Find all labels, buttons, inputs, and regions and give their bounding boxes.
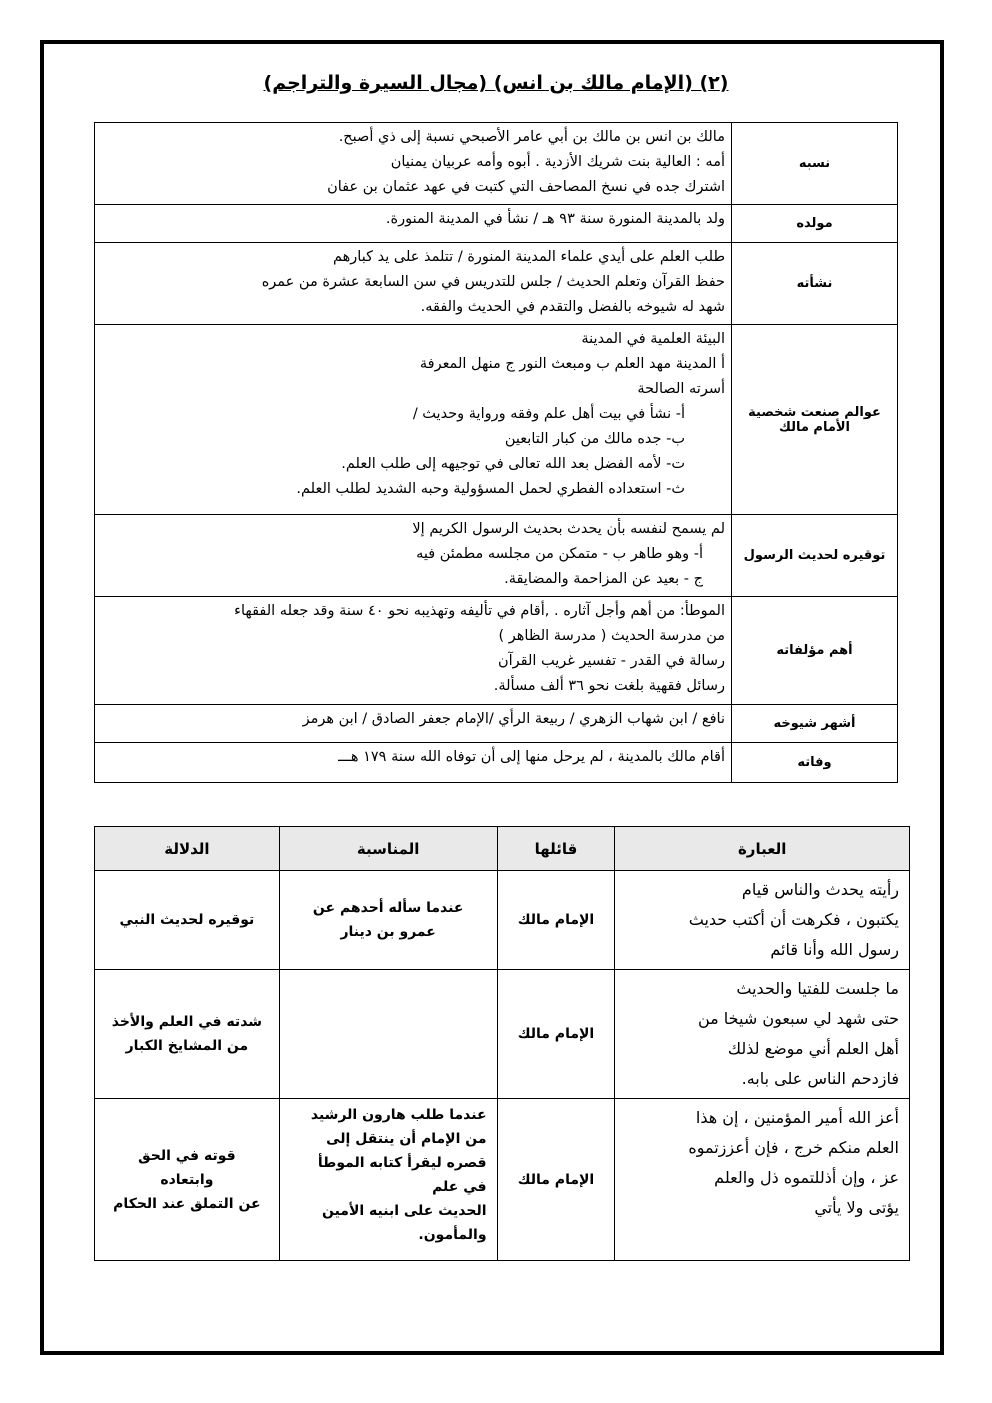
bio-label: أهم مؤلفاته [732, 597, 898, 705]
bio-content [95, 597, 732, 705]
bio-line: من مدرسة الحديث ( مدرسة الظاهر ) [498, 628, 725, 644]
bio-line: الموطأ: من أهم وأجل آثاره . ,أقام في تأليفه وتهذيبه نحو ٤٠ سنة وقد جعله الفقهاء [234, 603, 725, 619]
quote-occasion-line: عندما طلب هارون الرشيد [310, 1107, 487, 1123]
bio-line: أ المدينة مهد العلم ب ومبعث النور ج منهل المعرفة [419, 356, 725, 372]
bio-row [95, 743, 898, 783]
biography-table [94, 122, 898, 783]
quote-occasion [279, 970, 497, 1099]
bio-label: مولده [732, 205, 898, 243]
quotes-table [94, 826, 910, 1261]
quote-row [95, 970, 910, 1099]
quote-phrase-line: عز ، وإن أذللتموه ذل والعلم [714, 1168, 899, 1187]
page-title: (٢) (الإمام مالك بن انس) (مجال السيرة والتراجم) [263, 72, 729, 94]
quote-significance-line: قوته في الحق [138, 1147, 236, 1164]
quote-occasion-line: الحديث على ابنيه الأمين [321, 1203, 487, 1219]
bio-line: نافع / ابن شهاب الزهري / ربيعة الرأي /الإمام جعفر الصادق / ابن هرمز [302, 711, 725, 727]
header-speaker: قائلها [497, 827, 615, 871]
quote-significance [95, 970, 280, 1099]
bio-sub-line: ت- لأمه الفضل بعد الله تعالى في توجيهه إلى طلب العلم. [341, 456, 685, 472]
header-occasion: المناسبة [279, 827, 497, 871]
bio-sub-line: ب- جده مالك من كبار التابعين [504, 431, 685, 447]
bio-content [95, 243, 732, 325]
quote-significance-line: من المشايخ الكبار [125, 1038, 249, 1054]
bio-row [95, 515, 898, 597]
quote-row [95, 871, 910, 970]
quote-speaker: الإمام مالك [497, 970, 615, 1099]
bio-label: نسبه [732, 123, 898, 205]
bio-line: شهد له شيوخه بالفضل والتقدم في الحديث والفقه. [420, 299, 725, 315]
quote-phrase [615, 970, 910, 1099]
bio-row [95, 705, 898, 743]
quote-occasion-line: عمرو بن دينار [340, 924, 436, 940]
bio-label: عوالم صنعت شخصية الأمام مالك [732, 325, 898, 515]
bio-content [95, 743, 732, 783]
quote-phrase-line: فازدحم الناس على بابه. [741, 1069, 899, 1088]
bio-line: مالك بن انس بن مالك بن أبي عامر الأصبحي نسبة إلى ذي أصبح. [338, 129, 725, 145]
quote-occasion [279, 1099, 497, 1261]
header-significance: الدلالة [95, 827, 280, 871]
quotes-header-row [95, 827, 910, 871]
quote-phrase-line: رأيته يحدث والناس قيام [741, 880, 899, 899]
bio-content [95, 205, 732, 243]
bio-line: اشترك جده في نسخ المصاحف التي كتبت في عهد عثمان بن عفان [327, 179, 725, 195]
bio-line: طلب العلم على أيدي علماء المدينة المنورة / تتلمذ على يد كبارهم [333, 249, 725, 265]
bio-row [95, 597, 898, 705]
header-phrase: العبارة [615, 827, 910, 871]
bio-line: رسالة في القدر - تفسير غريب القرآن [497, 653, 725, 669]
quote-phrase-line: أعز الله أمير المؤمنين ، إن هذا [695, 1108, 899, 1127]
bio-line: أقام مالك بالمدينة ، لم يرحل منها إلى أن توفاه الله سنة ١٧٩ هـــ [338, 749, 725, 765]
bio-row [95, 243, 898, 325]
quote-phrase-line: أهل العلم أني موضع لذلك [727, 1039, 899, 1058]
quote-phrase-line: العلم منكم خرج ، فإن أعززتموه [688, 1138, 899, 1157]
quote-significance [95, 1099, 280, 1261]
quote-phrase [615, 1099, 910, 1261]
bio-label: وفاته [732, 743, 898, 783]
quote-phrase-line: رسول الله وأنا قائم [770, 940, 899, 959]
quote-phrase-line: يكتبون ، فكرهت أن أكتب حديث [688, 910, 899, 929]
quote-significance-line: شدته في العلم والأخذ [111, 1014, 263, 1030]
bio-sub-line: أ- نشأ في بيت أهل علم وفقه ورواية وحديث / [412, 406, 685, 422]
quote-significance [95, 871, 280, 970]
bio-label: أشهر شيوخه [732, 705, 898, 743]
bio-label: نشأته [732, 243, 898, 325]
bio-content [95, 325, 732, 515]
quote-phrase [615, 871, 910, 970]
bio-line: أسرته الصالحة [637, 381, 725, 397]
bio-row [95, 205, 898, 243]
quote-phrase-line: يؤتى ولا يأتي [814, 1198, 899, 1217]
bio-sub-line: ج - بعيد عن المزاحمة والمضايقة. [504, 571, 703, 587]
bio-line: أمه : العالية بنت شريك الأزدية . أبوه وأمه عربيان يمنيان [390, 154, 725, 170]
bio-sub-line: أ- وهو طاهر ب - متمكن من مجلسه مطمئن فيه [416, 546, 703, 562]
quote-significance-line: توقيره لحديث النبي [119, 912, 255, 928]
quote-occasion-line: والمأمون. [418, 1227, 487, 1243]
bio-content [95, 705, 732, 743]
bio-line: حفظ القرآن وتعلم الحديث / جلس للتدريس في سن السابعة عشرة من عمره [261, 274, 725, 290]
bio-content [95, 123, 732, 205]
quote-speaker: الإمام مالك [497, 871, 615, 970]
quote-phrase-line: حتى شهد لي سبعون شيخا من [697, 1009, 899, 1028]
quote-row [95, 1099, 910, 1261]
quote-speaker: الإمام مالك [497, 1099, 615, 1261]
bio-label: توقيره لحديث الرسول [732, 515, 898, 597]
quote-occasion-line: في علم [432, 1179, 487, 1195]
quote-phrase-line: ما جلست للفتيا والحديث [736, 979, 899, 998]
quote-occasion-line: قصره ليقرأ كتابه الموطأ [317, 1155, 487, 1171]
bio-line: رسائل فقهية بلغت نحو ٣٦ ألف مسألة. [493, 678, 725, 694]
bio-line: البيئة العلمية في المدينة [581, 331, 725, 347]
bio-sub-line: ث- استعداده الفطري لحمل المسؤولية وحبه الشديد لطلب العلم. [296, 481, 685, 497]
quote-significance-line: وابتعاده [160, 1171, 214, 1188]
quote-occasion-line: من الإمام أن ينتقل إلى [326, 1131, 487, 1147]
bio-row [95, 123, 898, 205]
bio-row [95, 325, 898, 515]
quote-significance-line: عن التملق عند الحكام [113, 1195, 261, 1212]
bio-line: لم يسمح لنفسه بأن يحدث بحديث الرسول الكريم إلا [412, 521, 725, 537]
bio-content [95, 515, 732, 597]
quote-occasion-line: عندما سأله أحدهم عن [312, 900, 464, 916]
quote-occasion [279, 871, 497, 970]
bio-line: ولد بالمدينة المنورة سنة ٩٣ هـ / نشأ في المدينة المنورة. [385, 211, 725, 227]
